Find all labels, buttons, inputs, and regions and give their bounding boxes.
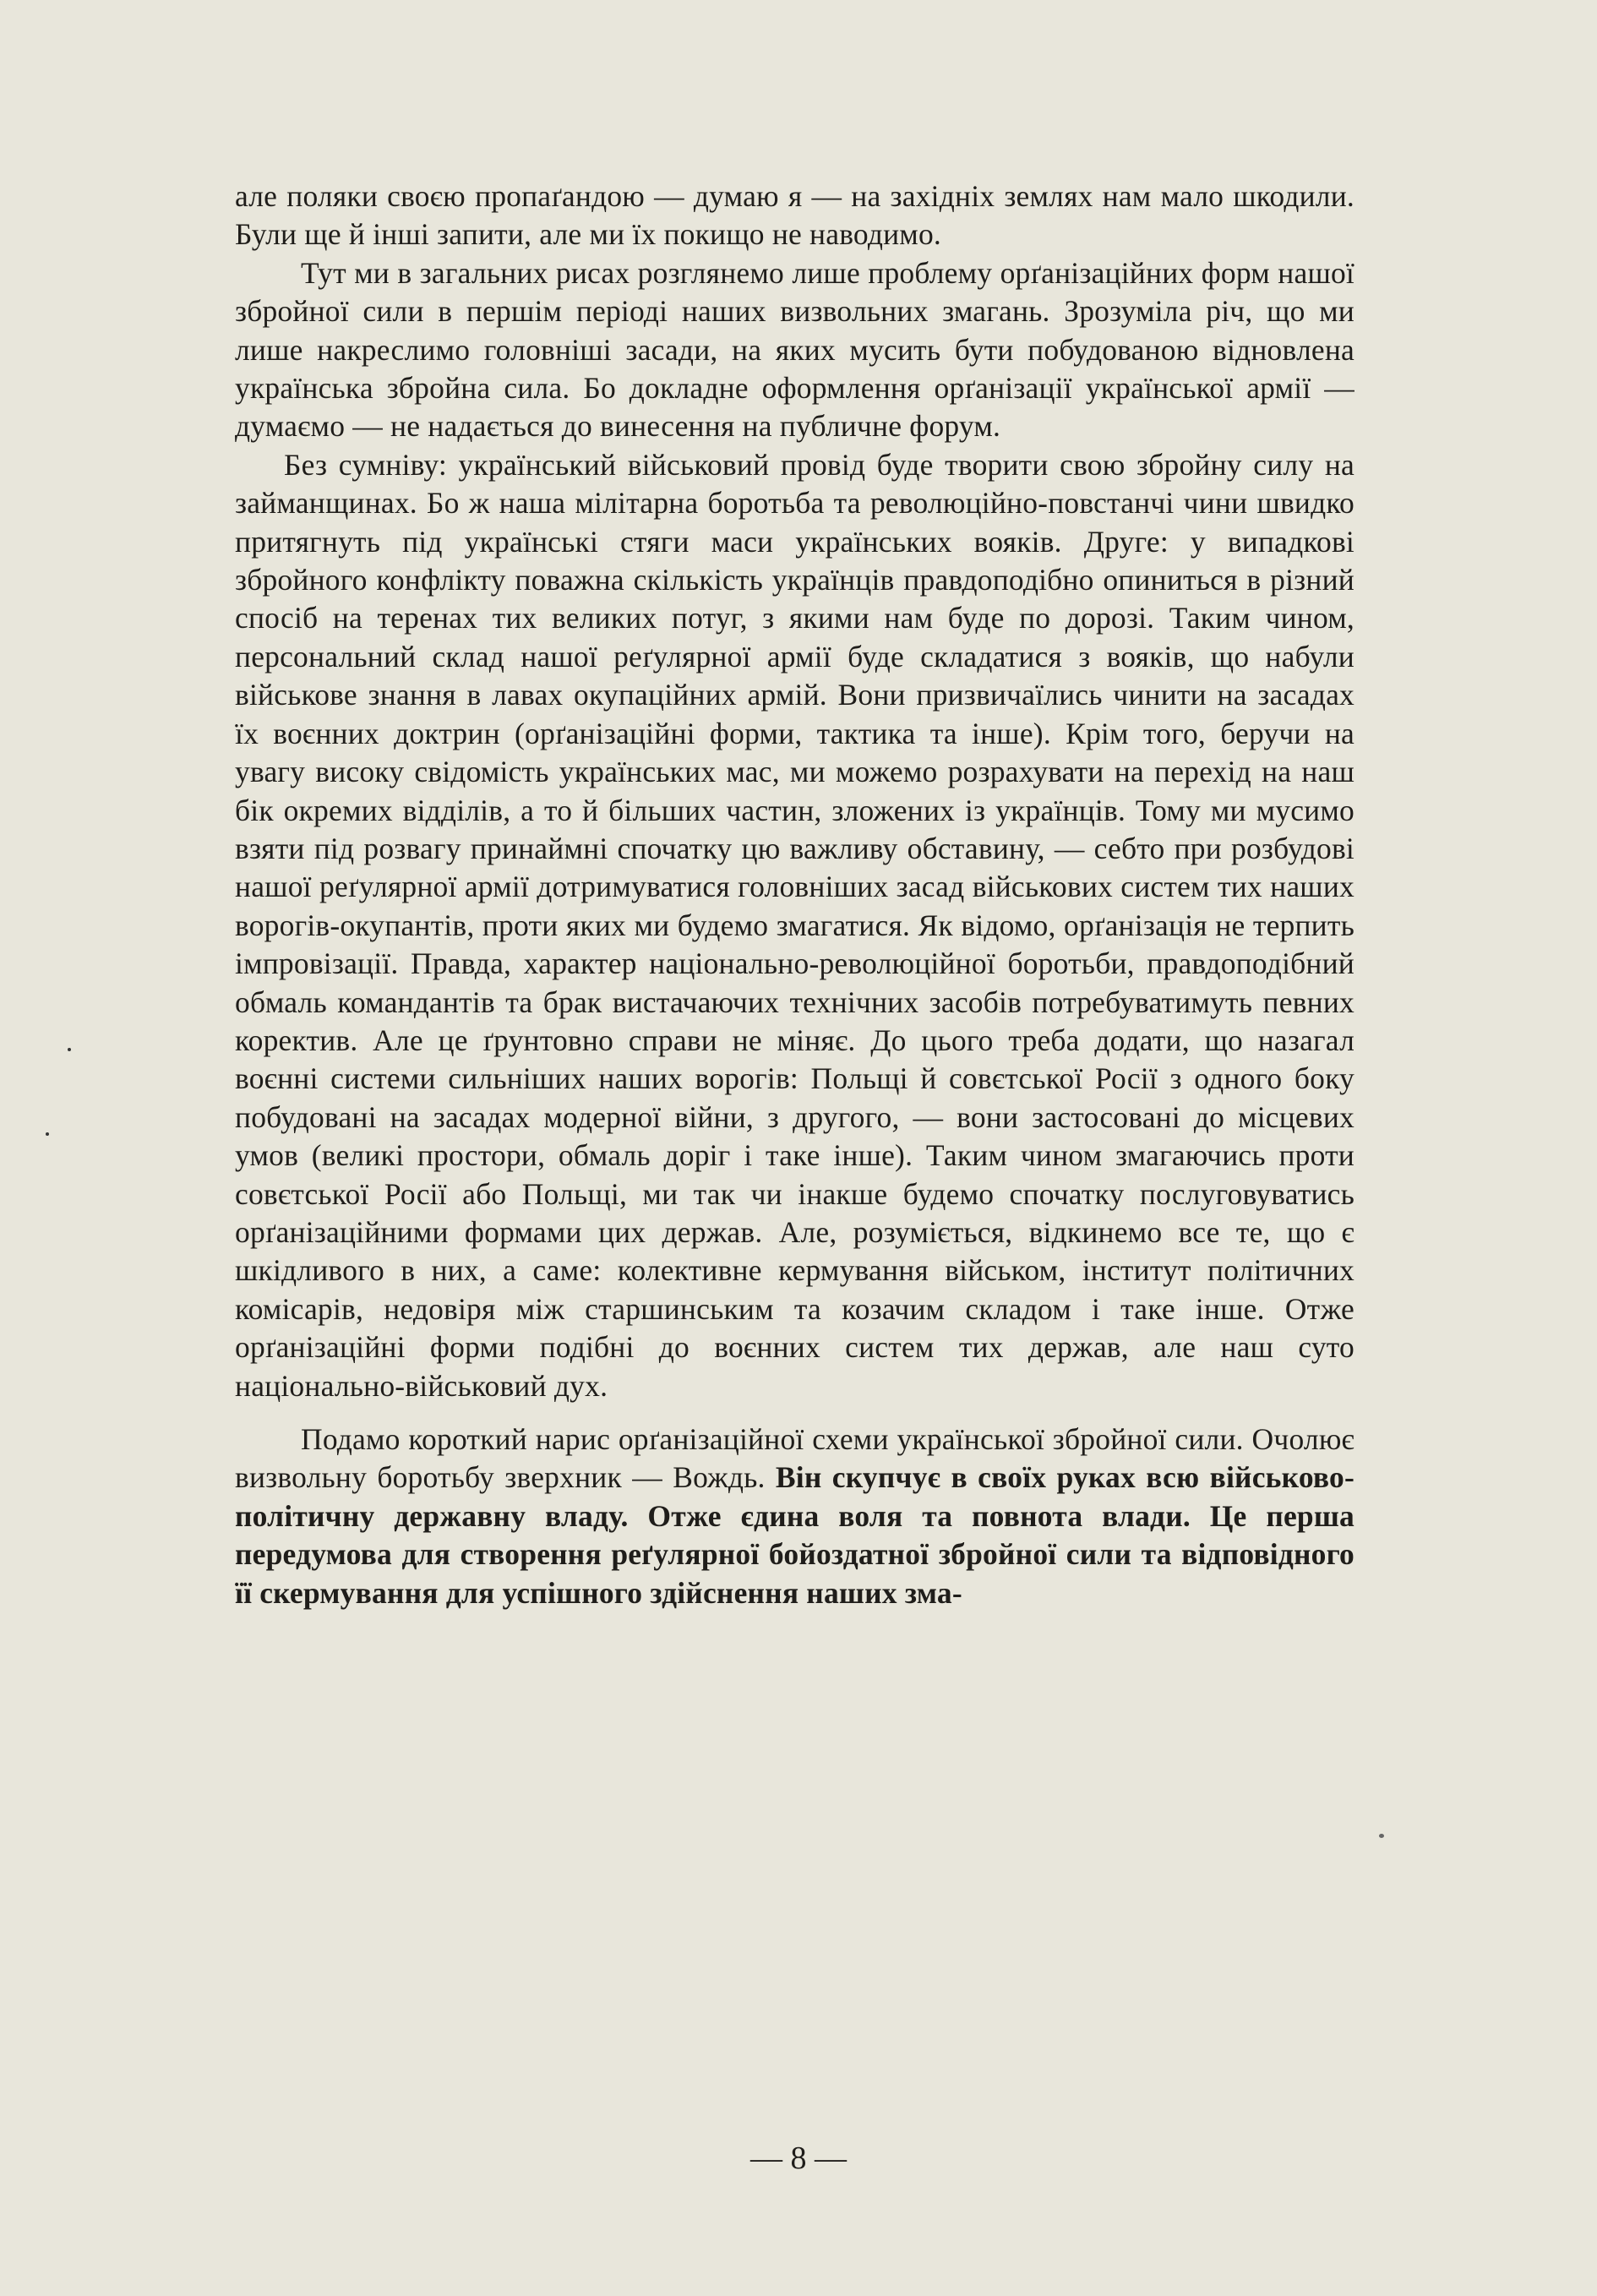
dust-speck (68, 1048, 71, 1051)
paragraph-3: Без сумніву: український військовий провід буде творити свою збройну силу на займанщинах. Бо ж наша мілітарна боротьба та революційно-повстанчі чини швидко притягнуть під українські стяги маси українських вояків. Друге: у випадкові збройного конфлікту поважна скількість українців правдоподібно опиниться в різний спосіб на теренах тих великих потуг, з якими нам буде по дорозі. Таким чином, персональний склад нашої реґулярної армії буде складатися з вояків, що набули військове знання в лавах окупаційних армій. Вони призвичаїлись чинити на засадах їх воєнних доктрин (орґанізаційні форми, тактика та інше). Крім того, беручи на увагу високу свідомість українських мас, ми можемо розрахувати на перехід на наш бік окремих відділів, а то й більших частин, зложених із українців. Тому ми мусимо взяти під розвагу принаймні спочатку цю важливу обставину, — себто при розбудові нашої реґулярної армії дотримуватися головніших засад військових систем тих наших ворогів-окупантів, проти яких ми будемо змагатися. Як відомо, орґанізація не терпить імпровізації. Правда, характер національно-революційної боротьби, правдоподібний обмаль командантів та брак вистачаючих технічних засобів потребуватимуть певних коректив. Але це ґрунтовно справи не міняє. До цього треба додати, що назагал воєнні системи сильніших наших ворогів: Польщі й совєтської Росії з одного боку побудовані на засадах модерної війни, з другого, — вони застосовані до місцевих умов (великі простори, обмаль доріг і таке інше). Таким чином змагаючись проти совєтської Росії або Польщі, ми так чи інакше будемо спочатку послуговуватись орґанізаційними формами цих держав. Але, розуміється, відкинемо все те, що є шкідливого в них, а саме: колективне кермування військом, інститут політичних комісарів, недовіря між старшинським та козачим складом і таке інше. Отже орґанізаційні форми подібні до воєнних систем тих держав, але наш суто національно-військовий дух. (235, 447, 1354, 1403)
dust-speck (46, 1132, 49, 1136)
paragraph-2: Тут ми в загальних рисах розглянемо лише проблему орґанізаційних форм нашої збройної сили в першім періоді наших визвольних змагань. Зрозуміла річ, що ми лише накреслимо головніші засади, на яких мусить бути побудованою відновлена українська збройна сила. Бо докладне оформлення орґанізації української армії — думаємо — не надається до винесення на публичне форум. (235, 255, 1354, 444)
paragraph-4 (235, 1421, 1354, 1612)
paragraph-4-regular: Подамо короткий нарис орґанізаційної схеми української збройної сили. Очолює визвольну боротьбу зверхник — Вождь. (235, 1422, 1354, 1495)
paragraph-1: але поляки своєю пропаґандою — думаю я — на західніх землях нам мало шкодили. Були ще й інші запити, але ми їх покищо не наводимо. (235, 179, 1354, 252)
paragraph-4-bold: Він скупчує в своїх руках всю військово-політичну державну владу. Отже єдина воля та повнота влади. Це перша передумова для створення реґулярної бойоздатної збройної сили та відповідного її скермування для успішного здійснення наших зма- (235, 1460, 1354, 1610)
page-number: — 8 — (750, 2141, 847, 2176)
dust-speck (1379, 1834, 1384, 1838)
body-text (235, 177, 1354, 1612)
